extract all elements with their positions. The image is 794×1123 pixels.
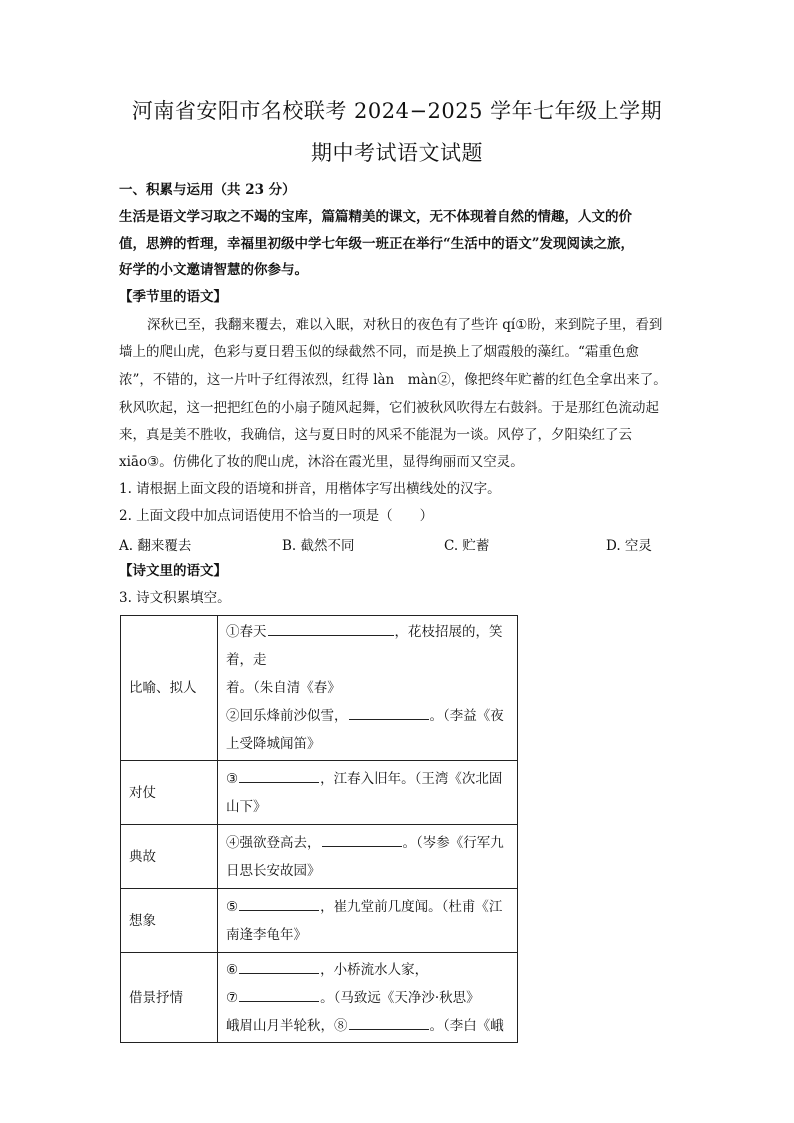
poetry-heading: 【诗文里的语文】 xyxy=(119,563,227,579)
poem-line xyxy=(226,730,509,758)
option-b: B. 截然不同 xyxy=(282,538,355,554)
poem-text: ，花枝招展的，笑着，走 xyxy=(226,624,503,668)
poem-line xyxy=(226,956,509,984)
poem-text: ③ xyxy=(226,770,239,787)
poem-text: ⑥ xyxy=(226,961,239,978)
answer-blank[interactable] xyxy=(239,896,319,911)
exam-title-line1: 河南省安阳市名校联考 2024−2025 学年七年级上学期 xyxy=(131,99,663,123)
season-para-line-5: 来，真是美不胜收，我确信，这与夏日时的风采不能混为一谈。风停了，夕阳染红了云 xyxy=(119,427,632,443)
poem-text: ，江春入旧年。（王湾《次北固 xyxy=(320,770,503,787)
poem-text: 。（马致远《天净沙·秋思》 xyxy=(320,989,480,1006)
table-category-cell: 想象 xyxy=(121,889,218,953)
poem-text: 。（李益《夜 xyxy=(429,708,504,724)
table-category-cell: 对仗 xyxy=(121,761,218,825)
intro-line-1: 生活是语文学习取之不竭的宝库，篇篇精美的课文，无不体现着自然的情趣，人文的价 xyxy=(119,209,632,225)
answer-blank[interactable] xyxy=(268,621,394,636)
poem-text: 上受降城闻笛》 xyxy=(226,736,321,752)
poem-text: 着。（朱自清《春》 xyxy=(226,680,341,696)
poem-text: 。（岑参《行军九 xyxy=(402,834,504,851)
season-para-line-3: 浓”，不错的，这一片叶子红得浓烈，红得 làn màn②，像把终年贮蓄的红色全拿出来了。 xyxy=(119,372,667,388)
question-1: 1. 请根据上面文段的语境和拼音，用楷体字写出横线处的汉字。 xyxy=(119,481,501,497)
table-row xyxy=(121,889,518,953)
poem-line xyxy=(226,793,509,821)
season-para-line-1: 深秋已至，我翻来覆去，难以入眠，对秋日的夜色有了些许 qí①盼，来到院子里，看到 xyxy=(147,317,663,333)
table-category-cell: 借景抒情 xyxy=(121,953,218,1043)
poem-line xyxy=(226,893,509,921)
poem-line xyxy=(226,702,509,730)
poem-line xyxy=(226,618,509,674)
answer-blank[interactable] xyxy=(239,959,319,974)
poem-line xyxy=(226,857,509,885)
intro-line-3: 好学的小文邀请智慧的你参与。 xyxy=(119,262,308,278)
answer-blank[interactable] xyxy=(322,832,402,847)
table-category-cell: 典故 xyxy=(121,825,218,889)
table-row xyxy=(121,616,518,761)
table-category-cell: 比喻、拟人 xyxy=(121,616,218,761)
poem-text: ④强欲登高去， xyxy=(226,834,321,851)
table-content-cell xyxy=(218,761,518,825)
poem-text: ②回乐烽前沙似雪， xyxy=(226,708,348,724)
poem-line xyxy=(226,1012,509,1040)
table-content-cell xyxy=(218,825,518,889)
answer-blank[interactable] xyxy=(239,987,319,1002)
question-2: 2. 上面文段中加点词语使用不恰当的一项是（ ） xyxy=(119,508,434,524)
table-row xyxy=(121,825,518,889)
option-a: A. 翻来覆去 xyxy=(119,538,192,554)
exam-title-line2: 期中考试语文试题 xyxy=(311,141,483,165)
poem-text: ，崔九堂前几度闻。（杜甫《江 xyxy=(320,898,503,915)
poem-text: 山下》 xyxy=(226,798,267,815)
option-d: D. 空灵 xyxy=(606,538,652,554)
season-para-line-4: 秋风吹起，这一把把红色的小扇子随风起舞，它们被秋风吹得左右鼓斜。于是那红色流动起 xyxy=(119,400,659,416)
table-content-cell xyxy=(218,953,518,1043)
poem-line xyxy=(226,674,509,702)
table-content-cell xyxy=(218,889,518,953)
question-3: 3. 诗文积累填空。 xyxy=(119,590,231,606)
answer-blank[interactable] xyxy=(349,1015,429,1030)
poem-line xyxy=(226,765,509,793)
season-para-line-6: xiāo③。仿佛化了妆的爬山虎，沐浴在霞光里，显得绚丽而又空灵。 xyxy=(119,454,524,470)
poem-text: ，小桥流水人家， xyxy=(320,961,429,978)
poem-text: 日思长安故园》 xyxy=(226,862,321,879)
poem-text: ①春天 xyxy=(226,624,267,640)
poetry-fill-table xyxy=(120,615,518,1043)
poem-line xyxy=(226,921,509,949)
intro-line-2: 值，思辨的哲理，幸福里初级中学七年级一班正在举行“生活中的语文”发现阅读之旅， xyxy=(119,236,635,252)
poem-text: ⑦ xyxy=(226,989,239,1006)
table-row xyxy=(121,953,518,1043)
poem-text: 峨眉山月半轮秋，⑧ xyxy=(226,1017,348,1034)
answer-blank[interactable] xyxy=(239,768,319,783)
season-para-line-2: 墙上的爬山虎，色彩与夏日碧玉似的绿截然不同，而是换上了烟霞般的藻红。“霜重色愈 xyxy=(119,344,639,360)
poem-text: 。（李白《峨 xyxy=(429,1017,504,1034)
season-heading: 【季节里的语文】 xyxy=(119,289,227,305)
poem-text: ⑤ xyxy=(226,898,239,915)
table-row xyxy=(121,761,518,825)
option-c: C. 贮蓄 xyxy=(444,538,490,554)
section-heading: 一、积累与运用（共 23 分） xyxy=(119,182,296,198)
poem-text: 南逢李龟年》 xyxy=(226,926,307,943)
table-content-cell xyxy=(218,616,518,761)
poem-line xyxy=(226,829,509,857)
poem-line xyxy=(226,984,509,1012)
answer-blank[interactable] xyxy=(349,705,429,720)
